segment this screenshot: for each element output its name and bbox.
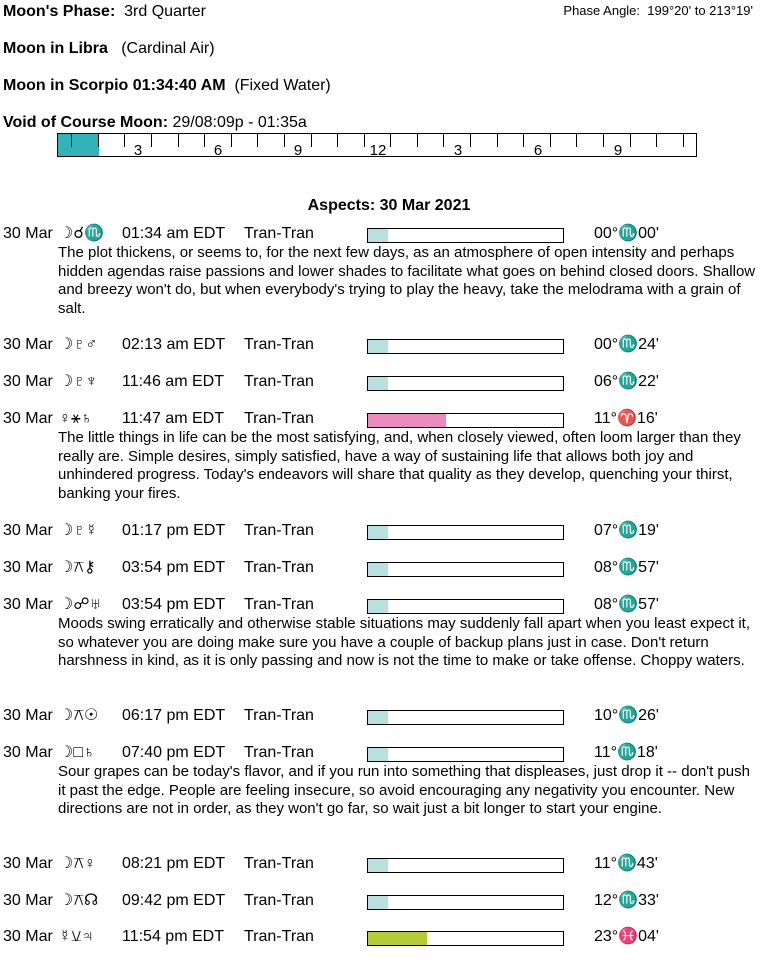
timeline-tick bbox=[390, 134, 391, 147]
aspect-strength-bar bbox=[367, 228, 564, 243]
timeline-label: 6 bbox=[213, 142, 223, 159]
aspect-description: The plot thickens, or seems to, for the next few days, as an atmosphere of open intensity and perhaps hidden agendas raise passions and lower shades to facilitate what goes on behind closed doors. Shallow and breezy won't do, but when everybody's trying to play the heavy, take the melodrama with a grain of salt. bbox=[58, 244, 756, 317]
aspect-row bbox=[0, 927, 778, 949]
aspect-time: 06:17 pm EDT bbox=[122, 707, 226, 724]
timeline-tick bbox=[656, 134, 657, 147]
timeline-tick bbox=[257, 134, 258, 147]
aspect-glyphs: ☽♇♆ bbox=[59, 373, 98, 390]
moon-scorpio-quality: (Fixed Water) bbox=[234, 77, 331, 94]
aspect-type: Tran-Tran bbox=[244, 522, 314, 539]
timeline-tick bbox=[443, 134, 444, 147]
aspect-row bbox=[0, 521, 778, 543]
aspect-time: 02:13 am EDT bbox=[122, 336, 226, 353]
timeline-tick bbox=[603, 134, 604, 147]
aspect-strength-bar bbox=[367, 339, 564, 354]
aspect-time: 01:17 pm EDT bbox=[122, 522, 226, 539]
aspect-date: 30 Mar bbox=[3, 596, 53, 613]
aspect-position: 00°♏24' bbox=[594, 336, 659, 353]
aspect-row bbox=[0, 224, 778, 246]
aspect-row bbox=[0, 743, 778, 765]
timeline-label: 6 bbox=[533, 142, 543, 159]
aspect-position: 12°♏33' bbox=[594, 892, 659, 909]
aspect-strength-bar bbox=[367, 599, 564, 614]
aspect-description: Moods swing erratically and otherwise stable situations may suddenly fall apart when you least expect it, so whatever you are doing make sure you have a couple of backup plans just in case. Don't return harshness in kind, as it is only passing and now is not the time to make or take offense. Choppy waters. bbox=[58, 615, 751, 669]
aspect-glyphs: ☽⚻☉ bbox=[59, 707, 99, 724]
aspect-strength-bar bbox=[367, 931, 564, 946]
moon-phase-label: Moon's Phase: bbox=[3, 3, 116, 20]
void-of-course bbox=[3, 114, 307, 132]
void-label: Void of Course Moon: bbox=[3, 114, 169, 131]
void-value: 29/08:09p - 01:35a bbox=[172, 114, 307, 131]
aspect-type: Tran-Tran bbox=[244, 336, 314, 353]
aspect-time: 01:34 am EDT bbox=[122, 225, 226, 242]
timeline-tick bbox=[151, 134, 152, 147]
aspect-date: 30 Mar bbox=[3, 928, 53, 945]
aspect-time: 09:42 pm EDT bbox=[122, 892, 226, 909]
aspect-strength-bar bbox=[367, 562, 564, 577]
aspect-glyphs: ☽⚻☊ bbox=[59, 892, 99, 909]
aspect-time: 03:54 pm EDT bbox=[122, 596, 226, 613]
aspect-date: 30 Mar bbox=[3, 744, 53, 761]
aspect-date: 30 Mar bbox=[3, 225, 53, 242]
aspect-strength-fill bbox=[368, 229, 388, 242]
phase-angle-label: Phase Angle: bbox=[563, 3, 641, 18]
timeline-label: 12 bbox=[369, 142, 387, 159]
aspect-strength-bar bbox=[367, 710, 564, 725]
aspect-strength-fill bbox=[368, 896, 388, 909]
void-timeline-fill bbox=[58, 134, 99, 156]
timeline-tick bbox=[497, 134, 498, 147]
timeline-tick bbox=[178, 134, 179, 147]
aspect-type: Tran-Tran bbox=[244, 559, 314, 576]
aspect-date: 30 Mar bbox=[3, 336, 53, 353]
aspect-position: 23°♓04' bbox=[594, 928, 659, 945]
aspect-position: 11°♏18' bbox=[594, 744, 658, 761]
timeline-tick bbox=[337, 134, 338, 147]
aspect-position: 07°♏19' bbox=[594, 522, 659, 539]
aspect-strength-fill bbox=[368, 526, 388, 539]
aspect-time: 07:40 pm EDT bbox=[122, 744, 226, 761]
aspect-row bbox=[0, 595, 778, 617]
aspect-glyphs: ☽♇♂ bbox=[59, 336, 98, 353]
timeline-tick bbox=[311, 134, 312, 147]
aspect-time: 08:21 pm EDT bbox=[122, 855, 226, 872]
aspect-row bbox=[0, 558, 778, 580]
timeline-tick bbox=[231, 134, 232, 147]
aspect-date: 30 Mar bbox=[3, 707, 53, 724]
aspect-row bbox=[0, 706, 778, 728]
aspect-position: 08°♏57' bbox=[594, 596, 659, 613]
aspect-strength-bar bbox=[367, 858, 564, 873]
aspect-type: Tran-Tran bbox=[244, 596, 314, 613]
aspect-strength-bar bbox=[367, 895, 564, 910]
aspect-row bbox=[0, 409, 778, 431]
aspect-time: 11:47 am EDT bbox=[122, 410, 224, 427]
aspect-glyphs: ☽□♄ bbox=[59, 744, 96, 761]
aspect-strength-fill bbox=[368, 932, 427, 945]
moon-libra-label: Moon in Libra bbox=[3, 40, 108, 57]
aspect-type: Tran-Tran bbox=[244, 892, 314, 909]
aspect-row bbox=[0, 335, 778, 357]
timeline-tick bbox=[470, 134, 471, 147]
aspect-type: Tran-Tran bbox=[244, 707, 314, 724]
moon-in-scorpio bbox=[3, 77, 331, 95]
timeline-tick bbox=[124, 134, 125, 147]
aspect-date: 30 Mar bbox=[3, 410, 53, 427]
timeline-tick bbox=[550, 134, 551, 147]
timeline-tick bbox=[364, 134, 365, 147]
phase-angle-value: 199°20' to 213°19' bbox=[647, 3, 753, 18]
aspect-row bbox=[0, 372, 778, 394]
aspect-description: The little things in life can be the most satisfying, and, when closely viewed, often loom larger than they really are. Simple desires, simply satisfied, have a way of sustaining life that allows both joy and unhindered progress. Today's endeavors will share that quality as they develop, quenching your thirst, banking your fires. bbox=[58, 429, 741, 502]
aspect-position: 06°♏22' bbox=[594, 373, 659, 390]
timeline-label: 9 bbox=[293, 142, 303, 159]
aspect-strength-fill bbox=[368, 563, 388, 576]
aspect-glyphs: ☽♇☿ bbox=[59, 522, 98, 539]
aspect-time: 11:54 pm EDT bbox=[122, 928, 224, 945]
timeline-label: 9 bbox=[613, 142, 623, 159]
aspect-date: 30 Mar bbox=[3, 892, 53, 909]
moon-libra-quality: (Cardinal Air) bbox=[121, 40, 215, 57]
aspect-strength-fill bbox=[368, 748, 388, 761]
aspect-glyphs: ☽⚻♀ bbox=[59, 855, 96, 872]
aspect-strength-fill bbox=[368, 711, 388, 724]
aspect-strength-fill bbox=[368, 414, 446, 427]
aspect-strength-fill bbox=[368, 340, 388, 353]
aspect-time: 03:54 pm EDT bbox=[122, 559, 226, 576]
timeline-tick bbox=[523, 134, 524, 147]
aspect-date: 30 Mar bbox=[3, 522, 53, 539]
timeline-tick bbox=[98, 134, 99, 147]
timeline-tick bbox=[284, 134, 285, 147]
aspect-date: 30 Mar bbox=[3, 559, 53, 576]
aspect-date: 30 Mar bbox=[3, 373, 53, 390]
aspect-type: Tran-Tran bbox=[244, 744, 314, 761]
aspect-glyphs: ♀⚹♄ bbox=[59, 410, 93, 427]
aspect-strength-bar bbox=[367, 376, 564, 391]
aspect-description: Sour grapes can be today's flavor, and if you run into something that displeases, just drop it -- don't push it past the edge. People are feeling insecure, so avoid encouraging any negativity you encounter. New directions are not in order, as they won't go far, so wait just a bit longer to start your engine. bbox=[58, 763, 750, 817]
aspect-glyphs: ☽⚻⚷ bbox=[59, 559, 96, 576]
aspect-position: 08°♏57' bbox=[594, 559, 659, 576]
aspect-glyphs: ☿⚺♃ bbox=[59, 928, 94, 945]
aspect-strength-fill bbox=[368, 600, 388, 613]
aspect-position: 00°♏00' bbox=[594, 225, 659, 242]
timeline-tick bbox=[71, 134, 72, 147]
aspect-type: Tran-Tran bbox=[244, 373, 314, 390]
aspect-date: 30 Mar bbox=[3, 855, 53, 872]
aspect-strength-fill bbox=[368, 377, 388, 390]
aspects-title: Aspects: 30 Mar 2021 bbox=[307, 197, 471, 214]
aspect-position: 11°♈16' bbox=[594, 410, 658, 427]
moon-scorpio-label: Moon in Scorpio 01:34:40 AM bbox=[3, 77, 226, 94]
moon-phase-value: 3rd Quarter bbox=[124, 3, 206, 20]
aspect-type: Tran-Tran bbox=[244, 225, 314, 242]
aspect-glyphs: ☽☌♏ bbox=[59, 225, 105, 242]
aspect-strength-bar bbox=[367, 747, 564, 762]
timeline-tick bbox=[417, 134, 418, 147]
moon-in-libra bbox=[3, 40, 215, 58]
aspect-type: Tran-Tran bbox=[244, 410, 314, 427]
moon-phase bbox=[3, 3, 206, 21]
timeline-label: 3 bbox=[453, 142, 463, 159]
timeline-tick bbox=[204, 134, 205, 147]
aspect-position: 10°♏26' bbox=[594, 707, 659, 724]
timeline-tick bbox=[576, 134, 577, 147]
void-timeline bbox=[57, 133, 697, 157]
aspect-type: Tran-Tran bbox=[244, 928, 314, 945]
aspect-strength-bar bbox=[367, 413, 564, 428]
aspect-time: 11:46 am EDT bbox=[122, 373, 224, 390]
aspect-row bbox=[0, 891, 778, 913]
aspect-row bbox=[0, 854, 778, 876]
aspect-position: 11°♏43' bbox=[594, 855, 658, 872]
timeline-label: 3 bbox=[133, 142, 143, 159]
aspect-type: Tran-Tran bbox=[244, 855, 314, 872]
aspect-glyphs: ☽☍♅ bbox=[59, 596, 102, 613]
aspect-strength-fill bbox=[368, 859, 388, 872]
timeline-tick bbox=[630, 134, 631, 147]
phase-angle bbox=[563, 3, 753, 18]
aspect-strength-bar bbox=[367, 525, 564, 540]
timeline-tick bbox=[683, 134, 684, 147]
